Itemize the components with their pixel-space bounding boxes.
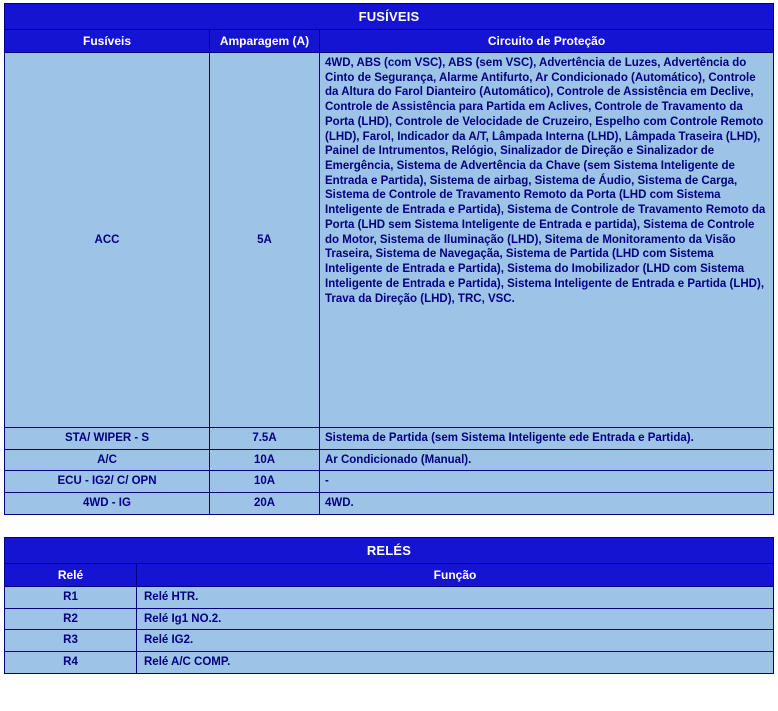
fuse-name: A/C (5, 449, 210, 471)
table-row (5, 53, 774, 428)
relay-name: R3 (5, 630, 137, 652)
relay-name: R1 (5, 586, 137, 608)
table-spacer (4, 515, 774, 537)
fuse-circuit-description: Sistema de Partida (sem Sistema Inteligente ede Entrada e Partida). (320, 428, 774, 450)
fuses-table-title-row (5, 4, 774, 30)
fuses-header-fusiveis: Fusíveis (5, 30, 210, 53)
fuses-table-header-row (5, 30, 774, 53)
fuse-amperage: 5A (210, 53, 320, 428)
table-row (5, 493, 774, 515)
fuse-circuit-description: 4WD, ABS (com VSC), ABS (sem VSC), Advertência de Luzes, Advertência do Cinto de Segurança, Alarme Antifurto, Ar Condicionado (Automático), Controle da Altura do Farol Dianteiro (Automático), Controle de Assistência em Declive, Controle de Assistência para Partida em Aclives, Controle de Travamento da Porta (LHD), Controle de Velocidade de Cruzeiro, Espelho com Controle Remoto (LHD), Farol, Indicador da A/T, Lâmpada Interna (LHD), Lâmpada Traseira (LHD), Painel de Intrumentos, Relógio, Sinalizador de Direção e Sinalizador de Emergência, Sistema de Advertência da Chave (sem Sistema Inteligente de Entrada e Partida), Sistema de airbag, Sistema de Áudio, Sistema de Carga, Sistema de Controle de Travamento Remoto da Porta (LHD com Sistema Inteligente de Entrada e Partida), Sistema de Controle de Travamento Remoto da Porta (LHD sem Sistema Inteligente de Entrada e partida), Sistema de Controle do Motor, Sistema de Iluminação (LHD), Sitema de Monitoramento da Visão Traseira, Sistema de Navegaçãa, Sistema de Partida (LHD com Sistema Inteligente de Entrada e Partida), Sistema do Imobilizador (LHD com Sistema Inteligente de Entrada e Partida), Sistema Inteligente de Entrada e Partida (LHD), Trava da Direção (LHD), TRC, VSC. (320, 53, 774, 428)
relay-function: Relé IG2. (137, 630, 774, 652)
fuse-name: ECU - IG2/ C/ OPN (5, 471, 210, 493)
relays-table-header-row (5, 563, 774, 586)
fuse-amperage: 10A (210, 471, 320, 493)
relay-function: Relé Ig1 NO.2. (137, 608, 774, 630)
table-row (5, 586, 774, 608)
fuse-amperage: 20A (210, 493, 320, 515)
relay-name: R2 (5, 608, 137, 630)
fuse-name: STA/ WIPER - S (5, 428, 210, 450)
fuses-table (4, 3, 774, 515)
fuses-table-title: FUSÍVEIS (5, 4, 774, 30)
relays-header-funcao: Função (137, 563, 774, 586)
fuses-header-circuito: Circuito de Proteção (320, 30, 774, 53)
table-row (5, 471, 774, 493)
fuse-circuit-description: 4WD. (320, 493, 774, 515)
fuse-circuit-description: Ar Condicionado (Manual). (320, 449, 774, 471)
relays-table (4, 537, 774, 674)
table-row (5, 630, 774, 652)
relay-function: Relé HTR. (137, 586, 774, 608)
fuses-header-amparagem: Amparagem (A) (210, 30, 320, 53)
relay-name: R4 (5, 652, 137, 674)
fuse-amperage: 10A (210, 449, 320, 471)
table-row (5, 428, 774, 450)
fuse-amperage: 7.5A (210, 428, 320, 450)
relay-function: Relé A/C COMP. (137, 652, 774, 674)
table-row (5, 449, 774, 471)
table-row (5, 608, 774, 630)
table-row (5, 652, 774, 674)
relays-table-title: RELÉS (5, 537, 774, 563)
fuse-name: 4WD - IG (5, 493, 210, 515)
relays-header-rele: Relé (5, 563, 137, 586)
relays-table-title-row (5, 537, 774, 563)
fuse-circuit-description: - (320, 471, 774, 493)
fuse-name: ACC (5, 53, 210, 428)
